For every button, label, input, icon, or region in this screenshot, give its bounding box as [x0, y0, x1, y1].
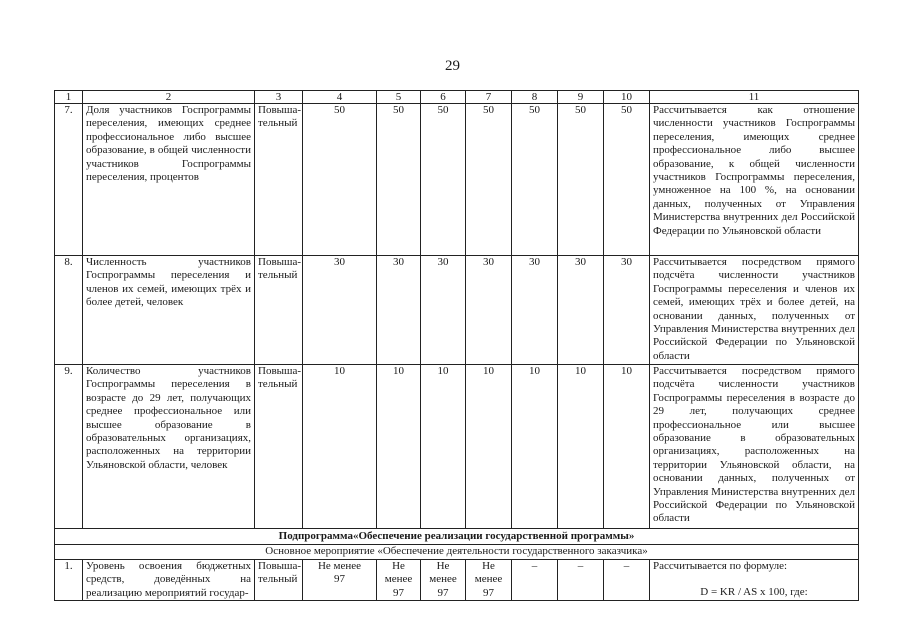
value-cell — [303, 559, 377, 600]
indicator-type: Повыша-тельный — [255, 256, 303, 365]
value-cell: 30 — [303, 256, 377, 365]
value-line: 97 — [393, 586, 404, 599]
value-cell: 50 — [466, 104, 512, 256]
value-line: 97 — [334, 573, 345, 586]
column-number: 9 — [558, 91, 604, 104]
value-line: 97 — [483, 586, 494, 599]
column-number: 6 — [421, 91, 466, 104]
subprogram-row — [55, 529, 859, 545]
value-cell: 30 — [377, 256, 421, 365]
value-cell: 30 — [512, 256, 558, 365]
row-number: 8. — [55, 256, 83, 365]
value-line: менее — [474, 573, 503, 586]
table-row — [55, 559, 859, 600]
calculation-method: Рассчитывается посредством прямого подсчёта численности участников Госпрограммы переселения и членов их семей, имеющих трёх и более детей, на основании данных, полученных от Управления Министерства внутренних дел Российской Федерации по Ульяновской области — [650, 256, 859, 365]
value-cell: 10 — [512, 365, 558, 529]
value-cell: 50 — [377, 104, 421, 256]
value-cell: 10 — [421, 365, 466, 529]
value-line: Не — [392, 559, 405, 572]
value-cell — [377, 559, 421, 600]
method-text: Рассчитывается по формуле: — [653, 559, 788, 572]
value-line: Не менее — [317, 559, 362, 572]
value-cell: – — [604, 559, 650, 600]
page-number: 29 — [445, 58, 460, 74]
value-cell: 50 — [512, 104, 558, 256]
value-cell: – — [512, 559, 558, 600]
column-number: 1 — [55, 91, 83, 104]
calculation-method: Рассчитывается посредством прямого подсчёта численности участников Госпрограммы переселения в возрасте до 29 лет, получающих среднее профессиональное или высшее образование в образовательных организациях, расположенных на территории Ульяновской области, на основании данных, полученных от Управления Министерства внутренних дел Российской Федерации по Ульяновской области — [650, 365, 859, 529]
value-cell: 10 — [303, 365, 377, 529]
column-number: 3 — [255, 91, 303, 104]
table-row — [55, 104, 859, 256]
value-cell: 10 — [558, 365, 604, 529]
value-cell: – — [558, 559, 604, 600]
value-line: Не — [482, 559, 495, 572]
row-number: 1. — [55, 559, 83, 600]
value-cell — [421, 559, 466, 600]
column-number: 4 — [303, 91, 377, 104]
indicator-type: Повыша-тельный — [255, 559, 303, 600]
subprogram-title: Подпрограмма«Обеспечение реализации государственной программы» — [55, 529, 859, 545]
value-cell: 50 — [604, 104, 650, 256]
indicator-name: Уровень освоения бюджетных средств, доведённых на реализацию мероприятий государ- — [83, 559, 255, 600]
row-number: 7. — [55, 104, 83, 256]
value-line: Не — [436, 559, 450, 572]
value-line: менее — [429, 573, 457, 586]
main-activity-title: Основное мероприятие «Обеспечение деятельности государственного заказчика» — [55, 545, 859, 559]
column-number: 11 — [650, 91, 859, 104]
calculation-method: Рассчитывается как отношение численности участников Госпрограммы переселения, имеющих среднее профессиональное либо высшее образование, к общей численности участников Госпрограммы переселения, умноженное на 100 %, на основании данных, полученных от Управления Министерства внутренних дел Российской Федерации по Ульяновской области — [650, 104, 859, 256]
value-cell: 10 — [466, 365, 512, 529]
column-number: 5 — [377, 91, 421, 104]
value-cell: 30 — [558, 256, 604, 365]
value-cell: 10 — [604, 365, 650, 529]
value-cell: 30 — [421, 256, 466, 365]
value-cell: 30 — [466, 256, 512, 365]
value-line: 97 — [437, 586, 449, 599]
indicator-name: Количество участников Госпрограммы переселения в возрасте до 29 лет, получающих среднее профессиональное или высшее образование в образовательных организациях, расположенных на территории Ульяновской области, человек — [83, 365, 255, 529]
column-number-row — [55, 91, 859, 104]
value-cell: 50 — [421, 104, 466, 256]
value-cell: 50 — [558, 104, 604, 256]
row-number: 9. — [55, 365, 83, 529]
indicator-type: Повыша-тельный — [255, 365, 303, 529]
indicator-name: Численность участников Госпрограммы переселения и членов их семей, имеющих трёх и более детей, человек — [83, 256, 255, 365]
table-row — [55, 256, 859, 365]
value-cell — [466, 559, 512, 600]
column-number: 10 — [604, 91, 650, 104]
indicator-type: Повыша-тельный — [255, 104, 303, 256]
calculation-method — [650, 559, 859, 600]
value-cell: 10 — [377, 365, 421, 529]
indicator-name: Доля участников Госпрограммы переселения, имеющих среднее профессиональное либо высшее образование, в общей численности участников Госпрограммы переселения, процентов — [83, 104, 255, 256]
value-line: менее — [384, 573, 413, 586]
column-number: 8 — [512, 91, 558, 104]
value-cell: 50 — [303, 104, 377, 256]
main-activity-row — [55, 545, 859, 559]
value-cell: 30 — [604, 256, 650, 365]
column-number: 2 — [83, 91, 255, 104]
indicators-table — [54, 90, 859, 601]
table-row — [55, 365, 859, 529]
formula: D = KR / AS x 100, где: — [700, 586, 808, 599]
column-number: 7 — [466, 91, 512, 104]
